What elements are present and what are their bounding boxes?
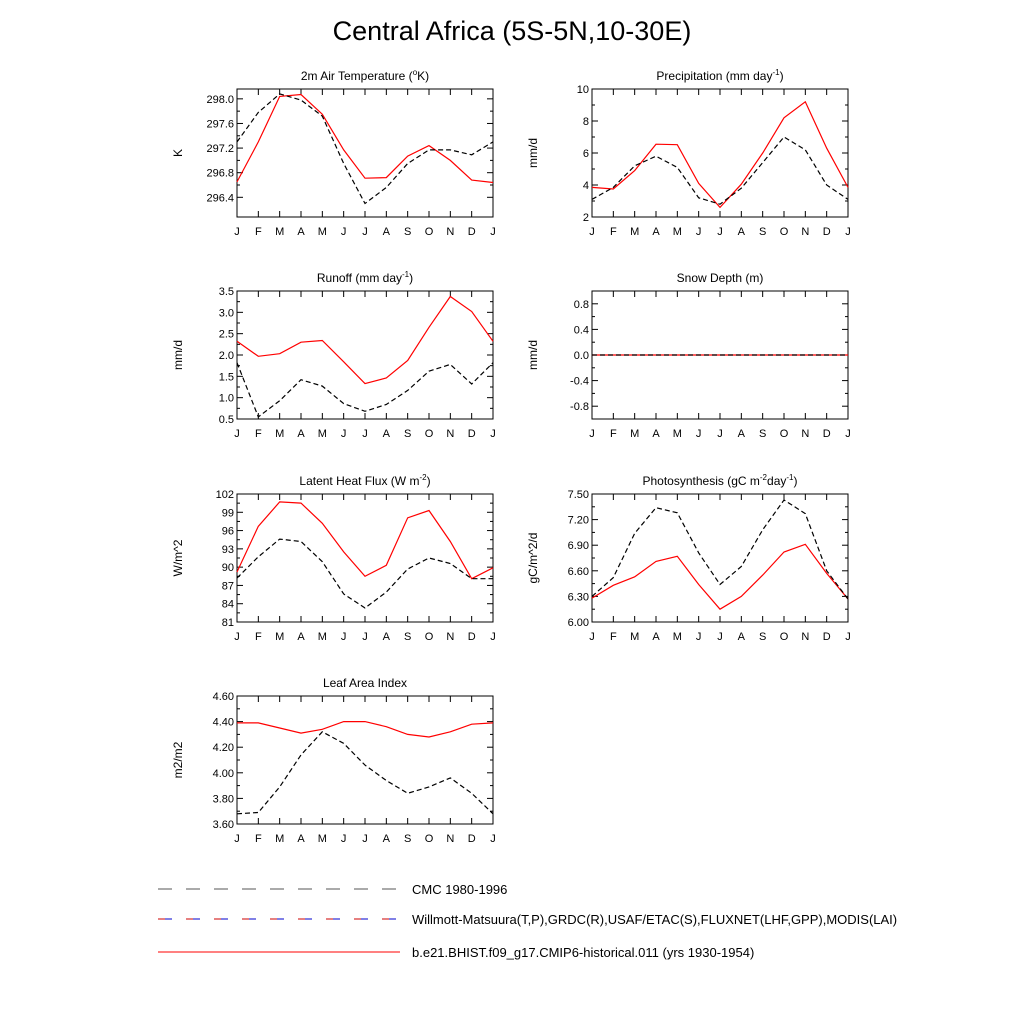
x-tick-label: M	[275, 631, 285, 643]
x-tick-label: A	[382, 226, 391, 238]
y-tick-label: 4	[582, 180, 589, 192]
series-line-model	[592, 544, 848, 609]
x-tick-label: N	[801, 226, 810, 238]
panel-title: Leaf Area Index	[322, 676, 408, 690]
y-tick-label: 87	[221, 580, 234, 593]
panel-title: Snow Depth (m)	[676, 271, 764, 285]
x-tick-label: N	[446, 833, 455, 845]
y-tick-label: 3.0	[218, 307, 234, 320]
plot-frame	[592, 89, 848, 217]
y-tick-label: 93	[221, 543, 234, 556]
panel-6	[171, 676, 496, 845]
x-tick-label: S	[758, 428, 767, 440]
x-tick-label: M	[672, 428, 682, 440]
y-tick-label: 6.60	[567, 565, 589, 578]
plot-frame	[237, 696, 493, 824]
x-tick-label: N	[801, 631, 810, 643]
x-tick-label: J	[362, 428, 368, 440]
series-line-model	[237, 722, 493, 737]
y-axis-label: mm/d	[526, 340, 540, 370]
x-tick-label: J	[589, 428, 595, 440]
y-tick-label: 298.0	[206, 93, 234, 106]
y-tick-label: -0.8	[570, 401, 589, 414]
x-tick-label: A	[297, 226, 305, 238]
y-tick-label: 90	[221, 562, 234, 575]
panel-title: 2m Air Temperature ($^o$K)	[300, 68, 430, 83]
y-tick-label: 99	[221, 507, 234, 520]
x-tick-label: M	[317, 428, 327, 440]
x-tick-label: A	[737, 631, 746, 643]
x-tick-label: F	[254, 226, 262, 238]
y-tick-label: 0.5	[218, 414, 234, 426]
x-tick-label: O	[779, 226, 789, 238]
x-tick-label: D	[822, 428, 831, 440]
x-tick-label: J	[695, 226, 702, 238]
y-tick-label: 3.5	[218, 286, 234, 298]
x-tick-label: S	[758, 631, 767, 643]
y-tick-label: 3.60	[212, 819, 234, 831]
x-tick-label: A	[737, 428, 746, 440]
x-tick-label: D	[822, 226, 831, 238]
x-tick-label: N	[446, 226, 455, 238]
x-tick-label: S	[758, 226, 767, 238]
x-tick-label: J	[695, 631, 702, 643]
panel-3	[526, 271, 851, 440]
x-tick-label: A	[382, 631, 391, 643]
y-tick-label: 4.00	[212, 767, 234, 780]
series-line-model	[592, 102, 848, 208]
y-tick-label: 7.20	[567, 514, 589, 527]
x-tick-label: M	[630, 226, 640, 238]
y-axis-label: m2/m2	[171, 741, 185, 779]
y-tick-label: 296.4	[206, 192, 234, 205]
y-tick-label: 6	[582, 148, 589, 160]
x-tick-label: J	[845, 226, 851, 238]
y-tick-label: 4.20	[212, 742, 234, 755]
y-axis-label: mm/d	[171, 340, 185, 370]
legend-label: b.e21.BHIST.f09_g17.CMIP6-historical.011 (yrs 1930-1954)	[412, 945, 755, 960]
x-tick-label: J	[717, 226, 723, 238]
x-tick-label: S	[403, 631, 412, 643]
x-tick-label: J	[234, 833, 240, 845]
x-tick-label: J	[340, 833, 347, 845]
y-tick-label: 296.8	[206, 167, 234, 180]
x-tick-label: A	[382, 428, 391, 440]
x-tick-label: J	[845, 428, 851, 440]
series-line-obs	[592, 137, 848, 204]
x-tick-label: D	[467, 226, 476, 238]
x-tick-label: J	[362, 631, 368, 643]
legend-label: Willmott-Matsuura(T,P),GRDC(R),USAF/ETAC(S),FLUXNET(LHF,GPP),MODIS(LAI)	[412, 912, 898, 927]
x-tick-label: A	[297, 631, 305, 643]
x-tick-label: J	[234, 226, 240, 238]
x-tick-label: M	[317, 631, 327, 643]
x-tick-label: J	[845, 631, 851, 643]
x-tick-label: D	[467, 833, 476, 845]
y-tick-label: 1.5	[218, 371, 234, 384]
x-tick-label: O	[424, 226, 434, 238]
panel-title: Photosynthesis (gC $m^{-2}day^{-1}$)	[642, 473, 798, 488]
y-tick-label: 2.0	[218, 350, 234, 362]
x-tick-label: S	[403, 428, 412, 440]
legend	[158, 882, 897, 960]
x-tick-label: M	[630, 428, 640, 440]
x-tick-label: F	[609, 428, 617, 440]
x-tick-label: D	[467, 428, 476, 440]
plot-frame	[592, 494, 848, 622]
x-tick-label: D	[467, 631, 476, 643]
x-tick-label: O	[424, 428, 434, 440]
y-tick-label: 2	[582, 212, 589, 224]
x-tick-label: J	[234, 428, 240, 440]
y-tick-label: 10	[576, 84, 589, 96]
series-line-obs	[237, 94, 493, 204]
x-tick-label: D	[822, 631, 831, 643]
x-tick-label: J	[490, 833, 496, 845]
x-tick-label: S	[403, 226, 412, 238]
y-tick-label: 6.30	[567, 591, 589, 604]
x-tick-label: M	[275, 226, 285, 238]
x-tick-label: M	[317, 833, 327, 845]
x-tick-label: F	[254, 833, 262, 845]
x-tick-label: S	[403, 833, 412, 845]
x-tick-label: O	[424, 631, 434, 643]
y-axis-label: K	[171, 148, 185, 158]
x-tick-label: M	[672, 226, 682, 238]
y-tick-label: 0.0	[573, 350, 589, 362]
series-line-model	[237, 297, 493, 384]
y-tick-label: 8	[582, 116, 589, 128]
panel-1	[526, 68, 851, 238]
plot-frame	[237, 89, 493, 217]
x-tick-label: N	[446, 631, 455, 643]
x-tick-label: M	[630, 631, 640, 643]
x-tick-label: A	[297, 833, 305, 845]
x-tick-label: N	[801, 428, 810, 440]
x-tick-label: J	[234, 631, 240, 643]
y-tick-label: 96	[221, 525, 234, 538]
y-tick-label: 2.5	[218, 328, 234, 341]
y-tick-label: 3.80	[212, 793, 234, 806]
panel-5	[526, 473, 851, 643]
x-tick-label: A	[737, 226, 746, 238]
x-tick-label: A	[652, 428, 660, 440]
y-axis-label: gC/m^2/d	[526, 532, 540, 584]
y-tick-label: 0.8	[573, 298, 589, 311]
panel-title: Latent Heat Flux (W $m^{-2}$)	[299, 473, 431, 488]
x-tick-label: J	[340, 226, 347, 238]
series-line-obs	[237, 732, 493, 814]
x-tick-label: F	[254, 428, 262, 440]
y-tick-label: 4.40	[212, 716, 234, 729]
x-tick-label: A	[652, 226, 660, 238]
y-tick-label: 1.0	[218, 392, 234, 405]
y-tick-label: 102	[215, 489, 234, 501]
x-tick-label: J	[490, 226, 496, 238]
x-tick-label: A	[652, 631, 660, 643]
x-tick-label: J	[717, 428, 723, 440]
x-tick-label: M	[275, 833, 285, 845]
y-tick-label: 84	[221, 598, 234, 611]
x-tick-label: O	[424, 833, 434, 845]
x-tick-label: J	[490, 631, 496, 643]
x-tick-label: J	[695, 428, 702, 440]
x-tick-label: M	[275, 428, 285, 440]
panel-4	[171, 473, 496, 643]
plot-frame	[237, 494, 493, 622]
y-tick-label: -0.4	[570, 375, 589, 388]
panel-2	[171, 270, 496, 440]
x-tick-label: J	[589, 226, 595, 238]
series-line-obs	[237, 363, 493, 417]
x-tick-label: J	[340, 631, 347, 643]
panel-0	[171, 68, 496, 238]
x-tick-label: J	[362, 226, 368, 238]
y-tick-label: 6.90	[567, 540, 589, 553]
y-tick-label: 297.2	[206, 143, 234, 156]
y-tick-label: 6.00	[567, 617, 589, 629]
x-tick-label: A	[297, 428, 305, 440]
y-axis-label: W/m^2	[171, 539, 185, 577]
x-tick-label: M	[672, 631, 682, 643]
y-axis-label: mm/d	[526, 138, 540, 168]
y-tick-label: 4.60	[212, 691, 234, 703]
y-tick-label: 0.4	[573, 324, 589, 337]
x-tick-label: J	[340, 428, 347, 440]
x-tick-label: N	[446, 428, 455, 440]
x-tick-label: F	[609, 631, 617, 643]
page-title: Central Africa (5S-5N,10-30E)	[332, 16, 692, 46]
y-tick-label: 297.6	[206, 118, 234, 131]
x-tick-label: F	[254, 631, 262, 643]
x-tick-label: O	[779, 428, 789, 440]
x-tick-label: M	[317, 226, 327, 238]
x-tick-label: A	[382, 833, 391, 845]
plot-frame	[237, 291, 493, 419]
x-tick-label: J	[717, 631, 723, 643]
x-tick-label: J	[362, 833, 368, 845]
panel-title: Runoff (mm day$^{-1}$)	[316, 270, 414, 285]
legend-label: CMC 1980-1996	[412, 882, 508, 897]
panel-title: Precipitation (mm day$^{-1}$)	[656, 68, 784, 83]
x-tick-label: J	[490, 428, 496, 440]
x-tick-label: O	[779, 631, 789, 643]
x-tick-label: F	[609, 226, 617, 238]
series-line-model	[237, 95, 493, 183]
x-tick-label: J	[589, 631, 595, 643]
y-tick-label: 81	[221, 617, 234, 629]
y-tick-label: 7.50	[567, 489, 589, 501]
